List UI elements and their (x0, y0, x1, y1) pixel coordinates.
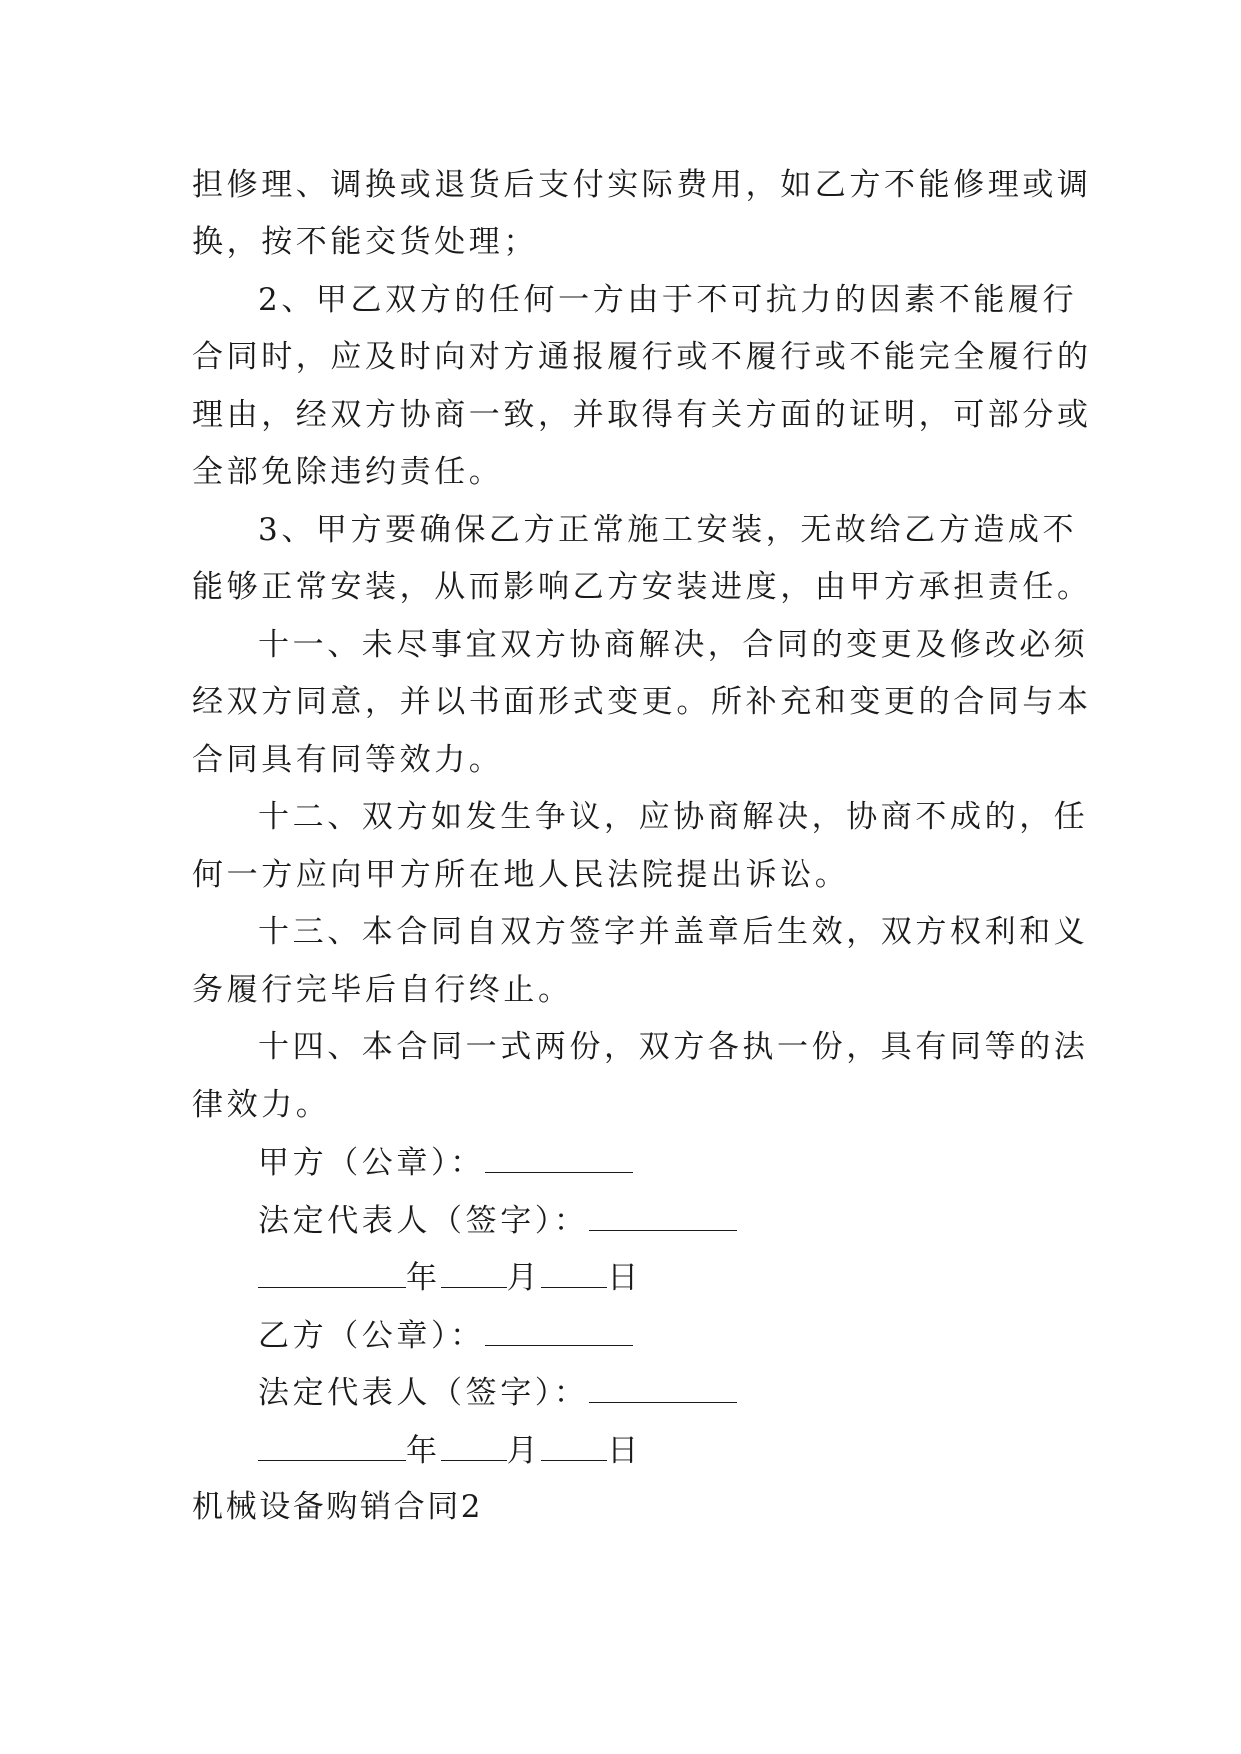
paragraph-line: 3、甲方要确保乙方正常施工安装，无故给乙方造成不 (258, 512, 1078, 548)
year-blank (258, 1430, 406, 1461)
paragraph-line: 律效力。 (192, 1087, 331, 1123)
party-b-seal-blank (485, 1315, 633, 1346)
paragraph-line: 理由，经双方协商一致，并取得有关方面的证明，可部分或 (192, 397, 1092, 433)
paragraph-line: 担修理、调换或退货后支付实际费用，如乙方不能修理或调 (192, 167, 1092, 203)
paragraph-line: 十三、本合同自双方签字并盖章后生效，双方权利和义 (258, 914, 1089, 950)
paragraph-line: 何一方应向甲方所在地人民法院提出诉讼。 (192, 857, 850, 893)
party-a-seal-label: 甲方（公章）： (258, 1145, 485, 1181)
paragraph-line: 十一、未尽事宜双方协商解决，合同的变更及修改必须 (258, 627, 1089, 663)
party-a-rep-label: 法定代表人（签字）： (258, 1203, 589, 1239)
party-b-seal-line (258, 1315, 1128, 1355)
paragraph-line: 合同具有同等效力。 (192, 742, 504, 778)
party-b-date-line (258, 1430, 1128, 1470)
paragraph-line: 十二、双方如发生争议，应协商解决，协商不成的，任 (258, 799, 1089, 835)
month-label: 月 (506, 1433, 542, 1469)
paragraph-line: 务履行完毕后自行终止。 (192, 972, 573, 1008)
party-b-rep-blank (589, 1372, 737, 1403)
party-b-rep-line (258, 1372, 1128, 1412)
paragraph-line: 经双方同意，并以书面形式变更。所补充和变更的合同与本 (192, 684, 1092, 720)
paragraph-line: 换，按不能交货处理； (192, 224, 538, 260)
day-label: 日 (607, 1260, 642, 1296)
party-a-rep-blank (589, 1200, 737, 1231)
next-document-heading: 机械设备购销合同2 (192, 1489, 484, 1525)
party-b-rep-label: 法定代表人（签字）： (258, 1375, 589, 1411)
paragraph-line: 全部免除违约责任。 (192, 454, 504, 490)
year-label: 年 (406, 1433, 441, 1469)
day-blank (541, 1430, 607, 1461)
year-blank (258, 1257, 406, 1288)
party-a-seal-line (258, 1142, 1128, 1182)
party-a-rep-line (258, 1200, 1128, 1240)
year-label: 年 (406, 1260, 441, 1296)
paragraph-line: 十四、本合同一式两份，双方各执一份，具有同等的法 (258, 1029, 1089, 1065)
party-b-seal-label: 乙方（公章）： (258, 1318, 485, 1354)
month-label: 月 (506, 1260, 542, 1296)
paragraph-line: 能够正常安装，从而影响乙方安装进度，由甲方承担责任。 (192, 569, 1092, 605)
paragraph-line: 合同时，应及时向对方通报履行或不履行或不能完全履行的 (192, 339, 1092, 375)
month-blank (441, 1257, 507, 1288)
month-blank (441, 1430, 507, 1461)
party-a-date-line (258, 1257, 1128, 1297)
day-label: 日 (607, 1433, 642, 1469)
day-blank (541, 1257, 607, 1288)
paragraph-line: 2、甲乙双方的任何一方由于不可抗力的因素不能履行 (258, 282, 1078, 318)
party-a-seal-blank (485, 1142, 633, 1173)
